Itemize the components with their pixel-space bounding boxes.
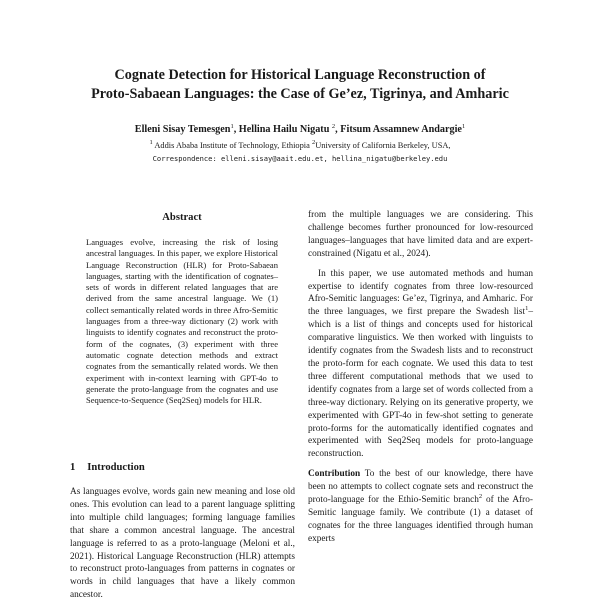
- author-1: Elleni Sisay Temesgen$^1$,: [134, 123, 239, 135]
- author-list: [0, 123, 600, 136]
- footnote-mark: 2: [478, 493, 483, 501]
- section-heading-introduction: [70, 462, 157, 473]
- affiliations: $^1$ Addis Ababa Institute of Technology, Ethiopia $^2$University of California Berkeley, USA,: [149, 139, 451, 150]
- abstract-heading: Abstract: [162, 212, 202, 223]
- footnote-mark: 1: [525, 305, 529, 313]
- paragraph-contribution: Contribution To the best of our knowledge, there have been no attempts to collect cognate sets and reconstruct the proto-language for the Ethio-Semitic branch$^2$ of the Afro-Semitic language family. We contribute (1) a dataset of cognates for the three languages identified through human experts: [308, 469, 533, 544]
- correspondence-line: Correspondence: elleni.sisay@aait.edu.et, hellina_nigatu@berkeley.edu: [152, 154, 448, 163]
- abstract-text: Languages evolve, increasing the risk of losing ancestral languages. In this paper, we explore Historical Language Reconstruction (HLR) for Proto-Sabaean languages, starting with the identification of cognates–sets of words in different related languages that are derived from the same ancestral language. We (1) collect semantically related words in three Afro-Semitic languages from a three-way dictionary (2) work with linguists to identify cognates and reconstruct the proto-form of the cognates, (3) experiment with three automatic cognate detection methods and extract cognates from the semantically related words. We then experiment with in-context learning with GPT-4o to generate the proto-language from the cognates and use Sequence-to-Sequence (Seq2Seq) models for HLR.: [86, 237, 278, 406]
- title-line-2: Proto-Sabaean Languages: the Case of Ge’ez, Tigrinya, and Amharic: [91, 86, 509, 102]
- title-line-1: Cognate Detection for Historical Language Reconstruction of: [114, 67, 486, 83]
- paper-title: [0, 66, 600, 104]
- contribution-label: Contribution: [308, 469, 361, 480]
- paragraph-continued: from the multiple languages we are considering. This challenge becomes further pronounced for low-resourced languages–languages that have limited data and are expert-constrained (Nigatu et al., 2024).: [308, 210, 533, 259]
- section-number: 1: [70, 462, 76, 473]
- author-3: Fitsum Assamnew Andargie$^1$: [340, 123, 466, 135]
- section-title: Introduction: [87, 462, 145, 473]
- author-2: Hellina Hailu Nigatu $^2$,: [238, 123, 341, 135]
- paragraph-approach: In this paper, we use automated methods and human expertise to identify cognates from three low-resourced Afro-Semitic languages: Ge’ez, Tigrinya, and Amharic. For the three languages, we first prepare the Swadesh list$^1$–which is a list of things and concepts used for historical comparative linguistics. We then worked with linguists to identify cognates from the Swadesh lists and to reconstruct the proto-form for each cognate. We used this data to test three different computational methods that we used to identify cognates from a large set of words collected from a three-way dictionary. Relying on its generative property, we experimented with GPT-4o in few-shot setting to generate proto-forms for the automatically identified cognates and experimented with Seq2Seq models for proto-language reconstruction.: [308, 268, 533, 460]
- introduction-text: As languages evolve, words gain new meaning and lose old ones. This evolution can lead to a parent language splitting into multiple child languages; forming language families that share a common ancestral language. The ancestral language is referred to as a proto-language (Meloni et al., 2021). Historical Language Reconstruction (HLR) attempts to reconstruct proto-languages from patterns in cognates or words in child languages that have a likely common ancestor.: [70, 487, 295, 601]
- right-column: [308, 209, 533, 546]
